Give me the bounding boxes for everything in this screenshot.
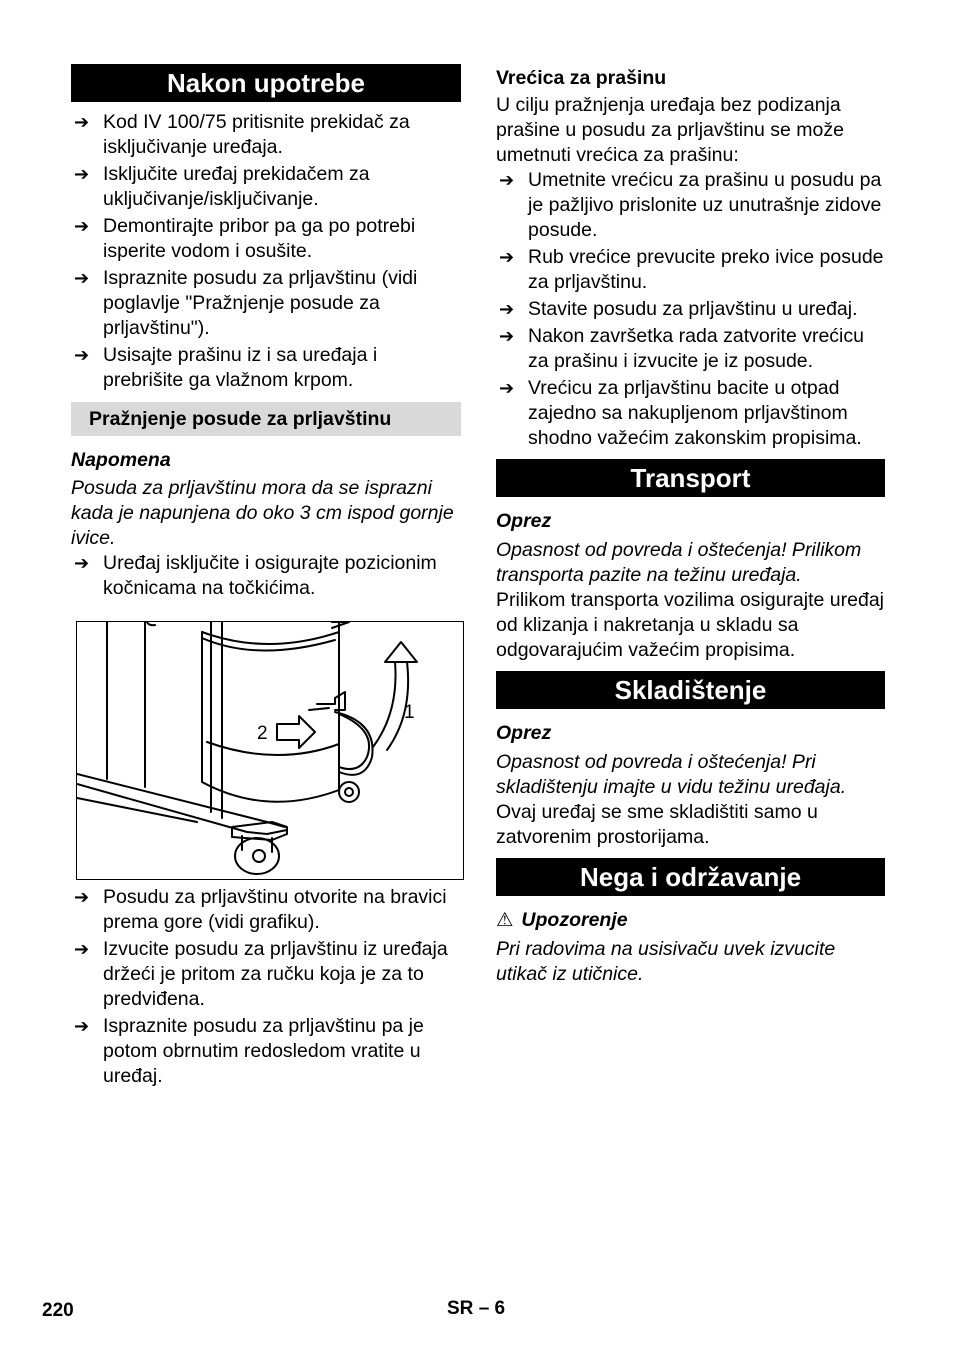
- list-item: ➔ Isključite uređaj prekidačem za uključivanje/isključivanje.: [74, 163, 370, 210]
- after-use-list: [71, 110, 461, 393]
- heading-storage: Skladištenje: [496, 671, 885, 709]
- storage-caution-label: Oprez: [496, 722, 552, 744]
- right-column: [496, 64, 885, 987]
- arrow-right-icon: ➔: [74, 164, 90, 184]
- heading-after-use: Nakon upotrebe: [71, 64, 461, 102]
- list-item: ➔ Rub vrećice prevucite preko ivice posude za prljavštinu.: [499, 246, 884, 293]
- heading-transport: Transport: [496, 459, 885, 497]
- arrow-right-icon: ➔: [74, 216, 90, 236]
- arrow-right-icon: ➔: [499, 326, 515, 346]
- list-item: ➔ Vrećicu za prljavštinu bacite u otpad zajedno sa nakupljenom prljavštinom shodno važećim zakonskim propisima.: [499, 377, 862, 449]
- figure-label-2: 2: [257, 723, 268, 744]
- arrow-right-icon: ➔: [499, 247, 515, 267]
- arrow-right-icon: ➔: [499, 299, 515, 319]
- list-item: ➔ Ispraznite posudu za prljavštinu (vidi poglavlje "Pražnjenje posude za prljavštinu").: [74, 267, 418, 339]
- arrow-right-icon: ➔: [74, 345, 90, 365]
- note-text: Posuda za prljavštinu mora da se isprazni kada je napunjena do oko 3 cm ispod gornje ivice.: [71, 477, 454, 549]
- transport-text: Prilikom transporta vozilima osigurajte uređaj od klizanja i nakretanja u skladu sa odgovarajućim važećim propisima.: [496, 589, 884, 661]
- transport-caution-text: Opasnost od povreda i oštećenja! Prilikom transporta pazite na težinu uređaja.: [496, 539, 862, 586]
- bag-intro: U cilju pražnjenja uređaja bez podizanja prašine u posudu za prljavštinu se može umetnuti vrećica za prašinu:: [496, 94, 844, 166]
- arrow-right-icon: ➔: [74, 1016, 90, 1036]
- arrow-right-icon: ➔: [74, 268, 90, 288]
- warning-triangle-icon: ⚠: [496, 909, 514, 931]
- storage-caution-text: Opasnost od povreda i oštećenja! Pri skladištenju imajte u vidu težinu uređaja.: [496, 751, 847, 798]
- page-number: 220: [42, 1300, 74, 1321]
- figure-label-1: 1: [404, 702, 415, 723]
- left-column: [71, 64, 461, 1091]
- emptying-list: [71, 885, 461, 1089]
- list-item: ➔ Uređaj isključite i osigurajte pozicionim kočnicama na točkićima.: [74, 552, 437, 599]
- arrow-right-icon: ➔: [74, 112, 90, 132]
- brake-list: [71, 551, 461, 601]
- storage-text: Ovaj uređaj se sme skladištiti samo u zatvorenim prostorijama.: [496, 801, 818, 848]
- container-illustration: [76, 621, 464, 880]
- heading-care: Nega i održavanje: [496, 858, 885, 896]
- arrow-right-icon: ➔: [74, 939, 90, 959]
- bag-title: Vrećica za prašinu: [496, 67, 667, 89]
- arrow-right-icon: ➔: [499, 170, 515, 190]
- arrow-right-icon: ➔: [499, 378, 515, 398]
- list-item: ➔ Umetnite vrećicu za prašinu u posudu pa je pažljivo prislonite uz unutrašnje zidove posude.: [499, 169, 882, 241]
- list-item: ➔ Nakon završetka rada zatvorite vrećicu za prašinu i izvucite je iz posude.: [499, 325, 864, 372]
- list-item: ➔ Stavite posudu za prljavštinu u uređaj.: [499, 298, 858, 320]
- list-item: ➔ Ispraznite posudu za prljavštinu pa je potom obrnutim redosledom vratite u uređaj.: [74, 1015, 424, 1087]
- transport-caution-label: Oprez: [496, 510, 552, 532]
- care-warning-label: ⚠ Upozorenje: [496, 909, 628, 931]
- vacuum-container-drawing: [77, 622, 463, 879]
- section-marker: SR – 6: [447, 1298, 506, 1319]
- list-item: ➔ Posudu za prljavštinu otvorite na bravici prema gore (vidi grafiku).: [74, 886, 447, 933]
- arrow-right-icon: ➔: [74, 887, 90, 907]
- bag-list: [496, 168, 885, 451]
- list-item: ➔ Demontirajte pribor pa ga po potrebi isperite vodom i osušite.: [74, 215, 416, 262]
- list-item: ➔ Kod IV 100/75 pritisnite prekidač za isključivanje uređaja.: [74, 111, 410, 158]
- list-item: ➔ Usisajte prašinu iz i sa uređaja i prebrišite ga vlažnom krpom.: [74, 344, 378, 391]
- care-warning-text: Pri radovima na usisivaču uvek izvucite utikač iz utičnice.: [496, 938, 836, 985]
- arrow-right-icon: ➔: [74, 553, 90, 573]
- subheading-emptying: Pražnjenje posude za prljavštinu: [71, 402, 461, 436]
- note-label: Napomena: [71, 449, 171, 471]
- list-item: ➔ Izvucite posudu za prljavštinu iz uređaja držeći je pritom za ručku koja je za to predviđena.: [74, 938, 448, 1010]
